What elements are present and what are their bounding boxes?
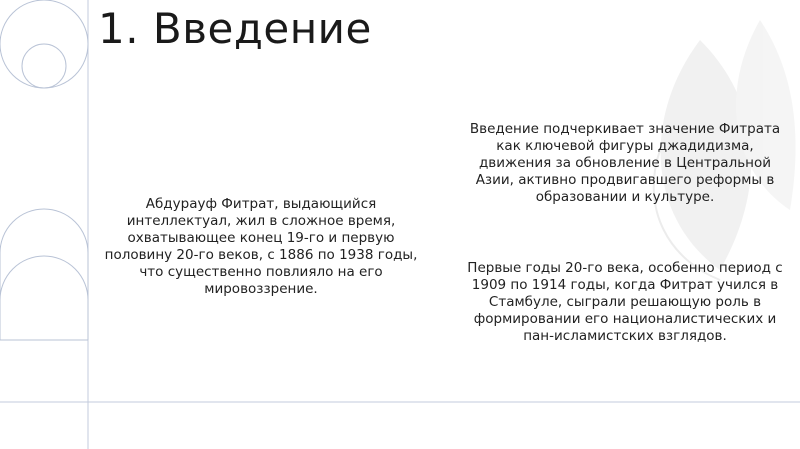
deco-arch-upper <box>0 209 88 300</box>
deco-arch-lower <box>0 256 88 340</box>
paragraph-left: Абдурауф Фитрат, выдающийся интеллектуал, жил в сложное время, охватывающее конец 19-го и первую половину 20-го веков, с 1886 по 1938 годы, что существенно повлияло на его мировоззрение. <box>104 196 418 297</box>
slide-title: 1. Введение <box>98 4 372 53</box>
deco-circle-small <box>22 44 66 88</box>
paragraph-right-top: Введение подчеркивает значение Фитрата как ключевой фигуры джадидизма, движения за обновление в Центральной Азии, активно продвигавшего реформы в образовании и культуре. <box>469 121 781 205</box>
paragraph-right-bottom: Первые годы 20-го века, особенно период с 1909 по 1914 годы, когда Фитрат учился в Стамбуле, сыграли решающую роль в формировании его националистических и пан-исламистских взглядов. <box>467 260 783 344</box>
